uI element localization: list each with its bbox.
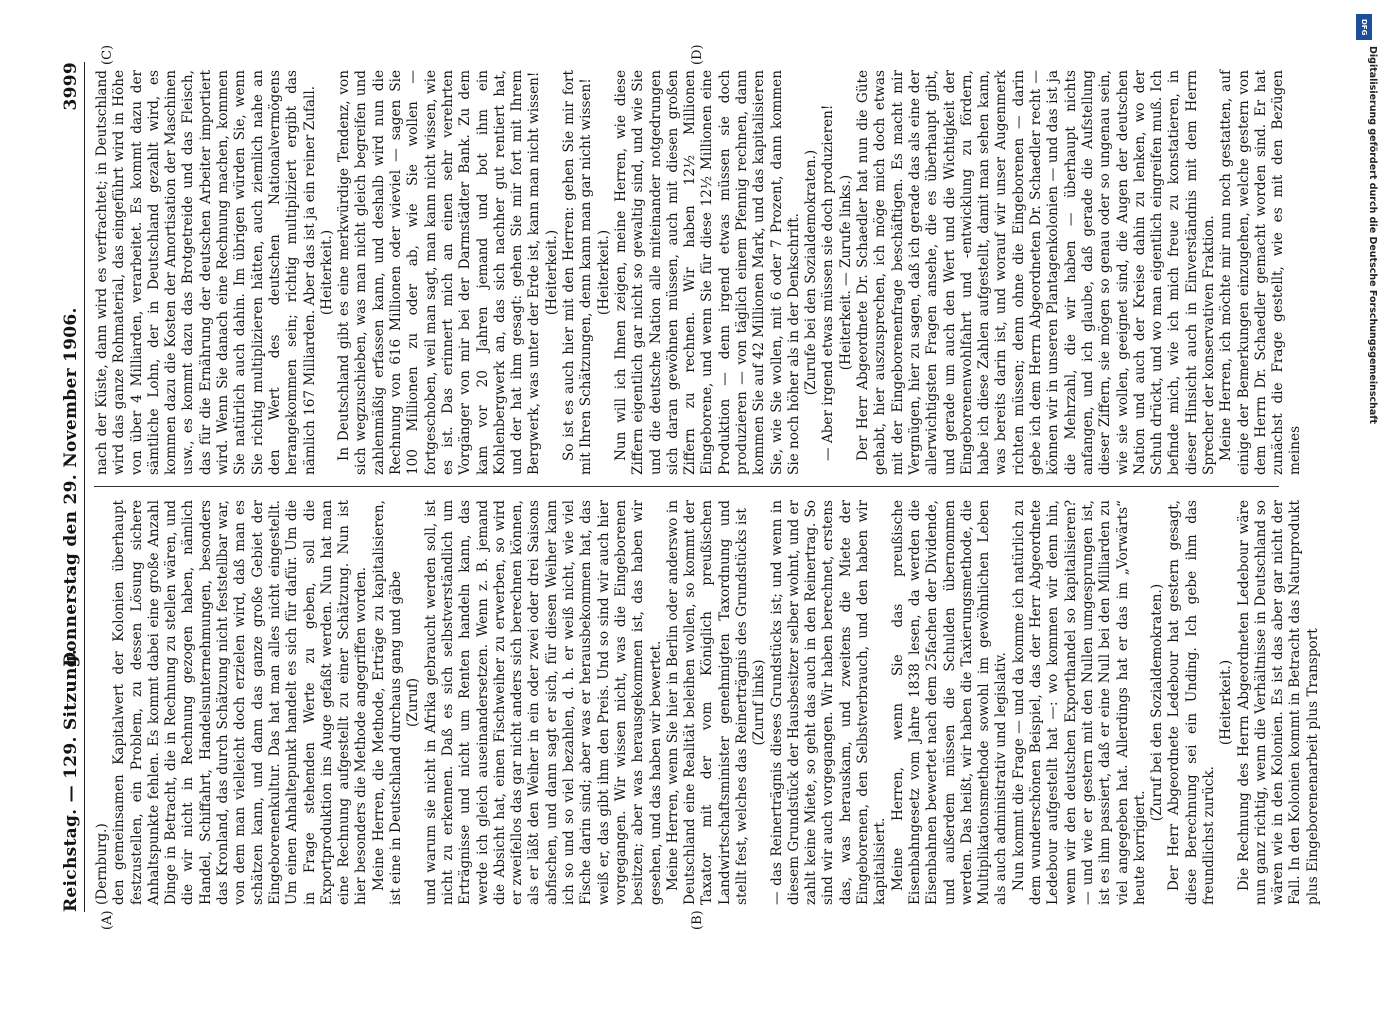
paragraph: (Dernburg.) <box>94 823 110 905</box>
interjection: (Zuruf links) <box>751 659 768 746</box>
paragraph: — Aber irgend etwas müssen sie doch produzieren! <box>820 104 837 461</box>
paragraph: Der Herr Abgeordnete Ledebour hat gestern gesagt, diese Berechnung sei ein Unding. Ich gebe ihm das freundlichst zurück. <box>1166 500 1217 905</box>
paragraph: den gemeinsamen Kapitalwert der Kolonien überhaupt festzustellen, ein Problem, zu dessen Lösung sichere Anhaltspunkte fehlen. Es kommt dabei eine große Anzahl Dinge in Betracht, die in Rechnung zu stellen wären, und die wir nicht in Rechnung gezogen haben, nämlich Handel, Schiffahrt, Handelsunternehmungen, besonders das Kronland, das durch Schätzung nicht feststellbar war, von dem man vielleicht doch erzielen wird, daß man es schätzen kann, und dann das ganze große Gebiet der Eingeborenenkultur. Das hat man alles nicht eingestellt. Um einen Anhaltepunkt handelt es sich für dafür. Um die in Frage stehenden Werte zu geben, soll die Exportproduktion ins Auge gefaßt werden. Nun hat man eine Rechnung aufgestellt zu einer Schätzung. Nun ist hier besonders die Methode angegriffen worden. <box>111 500 370 905</box>
paragraph: Meine Herren, wenn Sie das preußische Eisenbahngesetz vom Jahre 1838 lesen, da werden die Eisenbahnen bewertet nach dem 25fachen der Dividende, und außerdem müssen die Schulden übernommen werden. Das heißt, wir haben die Taxierungsmethode, die Multiplikationsmethode sowohl im gewöhnlichen Leben als auch administrativ und legislativ. <box>889 500 1010 905</box>
header-rule <box>84 62 85 912</box>
paragraph: Die Rechnung des Herrn Abgeordneten Ledebour wäre nun ganz richtig, wenn die Verhältnisse in Deutschland so wären wie in den Kolonien. Es ist das aber gar nicht der Fall. In den Kolonien kommt in Betracht das Naturprodukt plus Eingeborenenarbeit plus Transport <box>1235 500 1321 905</box>
header-date: Donnerstag den 29. November 1906. <box>61 307 81 667</box>
column-divider <box>94 486 1279 487</box>
dfg-logo: DFG <box>1356 14 1372 40</box>
interjection: (Zurufe bei den Sozialdemokraten.) <box>803 149 820 396</box>
paragraph: Nun will ich Ihnen zeigen, meine Herren, wie diese Ziffern eigentlich gar nicht so gewaltig sind, und wie Sie und die deutsche Nation alle miteinander notgedrungen sich daran gewöhnen müssen, auch mit diesen großen Ziffern zu rechnen. Wir haben 12½ Millionen Eingeborene, und wenn Sie für diese 12½ Millionen eine Produktion — denn irgend etwas müssen sie doch produzieren — von täglich einem Pfennig rechnen, dann kommen Sie auf 42 Millionen Mark, und das kapitalisieren Sie, wie Sie wollen, mit 6 oder 7 Prozent, dann kommen Sie noch höher als in der Denkschrift. <box>612 70 802 475</box>
marker-d: (D) <box>690 44 705 65</box>
interjection: (Heiterkeit.) <box>543 229 560 316</box>
credit-text: Digitalisierung gefördert durch die Deutsche Forschungsgemeinschaft <box>1367 46 1378 424</box>
paragraph: Nun kommt die Frage — und da komme ich natürlich zu dem wunderschönen Beispiel, das der Herr Abgeordnete Ledebour aufgestellt hat —: wo kommen wir denn hin, wenn wir den deutschen Exporthandel so kapitalisieren? — und wie er gestern mit den Nullen umgesprungen ist, ist es ihm passiert, daß er eine Null bei den Milliarden zu viel angegeben hat. Allerdings hat er das im „Vorwärts“ heute korrigiert. <box>1010 500 1148 905</box>
interjection: (Zuruf) <box>405 677 422 728</box>
marker-b: (B) <box>690 910 705 930</box>
marker-c: (C) <box>100 44 115 65</box>
left-column <box>94 500 1321 905</box>
header-left: Reichstag. — 129. Sitzung. <box>61 648 81 912</box>
marker-a: (A) <box>100 910 115 930</box>
paragraph: Meine Herren, ich möchte mir nun noch gestatten, auf einige der Bemerkungen einzugehen, welche gestern von dem Herrn Dr. Schaedler gemacht worden sind. Er hat zunächst die Frage gestellt, wie es mit den Bezügen meines <box>1218 70 1304 475</box>
right-column <box>94 70 1304 475</box>
paragraph: nach der Küste, dann wird es verfrachtet; in Deutschland wird das ganze Rohmaterial, das eingeführt wird in Höhe von über 4 Milliarden, verarbeitet. Es kommt dazu der sämtliche Lohn, der in Deutschland gezahlt wird, es kommen dazu die Kosten der Amortisation der Maschinen usw., es kommt dazu das Brotgetreide und das Fleisch, das für die Ernährung der deutschen Arbeiter importiert wird. Wenn Sie danach eine Rechnung machen, kommen Sie natürlich auch dahin. Im übrigen würden Sie, wenn Sie richtig multiplizieren hätten, auch ziemlich nahe an den Wert des deutschen Nationalvermögens herangekommen sein; richtig multipliziert ergibt das nämlich 167 Milliarden. Aber das ist ja ein reiner Zufall. <box>94 70 318 475</box>
paragraph: So ist es auch hier mit den Herren: gehen Sie mir fort mit Ihren Schätzungen, denn kann man gar nicht wissen! <box>561 70 595 475</box>
paragraph: Meine Herren, wenn Sie hier in Berlin oder anderswo in Deutschland eine Realität beleihen wollen, so kommt der Taxator mit der vom Königlich preußischen Landwirtschaftsminister genehmigten Taxordnung und stellt fest, welches das Reinerträgnis des Grundstücks ist <box>664 500 750 905</box>
paragraph: In Deutschland gibt es eine merkwürdige Tendenz, von sich wegzuschieben, was man nicht gleich begreifen und zahlenmäßig erfassen kann, und deshalb wird nun die Rechnung von 616 Millionen oder wieviel — sagen Sie 100 Millionen zu oder ab, wie Sie wollen — fortgeschoben, weil man sagt, man kann nicht wissen, wie es ist. Das erinnert mich an einen sehr verehrten Vorgänger von mir bei der Darmstädter Bank. Zu dem kam vor 20 Jahren jemand und bot ihm ein Kohlenbergwerk an, das sich nachher gut rentiert hat, und der hat ihm gesagt: gehen Sie mir fort mit Ihrem Bergwerk, was unter der Erde ist, kann man nicht wissen! <box>336 70 543 475</box>
interjection: (Heiterkeit.) <box>1218 659 1235 746</box>
paragraph: und warum sie nicht in Afrika gebraucht werden soll, ist nicht zu erkennen. Daß es sich selbstverständlich um Erträgnisse und nicht um Renten handeln kann, das werde ich gleich auseinandersetzen. Wenn z. B. jemand die Absicht hat, einen Fischweiher zu erwerben, so wird er zweifellos das gar nicht anders sich berechnen können, als er läßt den Weiher in ein oder zwei oder drei Saisons abfischen, und dann sagt er sich, für diesen Weiher kann ich so und so viel bezahlen, d. h. er weiß nicht, wie viel Fische darin sind; aber was er herausbekommen hat, das weiß er, das gibt ihm den Preis. Und so sind wir auch hier vorgegangen. Wir wissen nicht, was die Eingeborenen besitzen; aber was herausgekommen ist, das haben wir gesehen, und das haben wir bewertet. <box>422 500 664 905</box>
interjection: (Heiterkeit. — Zurufe links.) <box>837 174 854 371</box>
paragraph: Der Herr Abgeordnete Dr. Schaedler hat nun die Güte gehabt, hier auszusprechen, ich möge mich doch etwas mit der Eingeborenenfrage beschäftigen. Es macht mir Vergnügen, hier zu sagen, daß ich gerade das als eine der allerwichtigsten Fragen ansehe, die es überhaupt gibt, und gerade um auch den Wert und die Wichtigkeit der Eingeborenenwohlfahrt und -entwicklung zu fördern, habe ich diese Zahlen aufgestellt, damit man sehen kann, was bereits darin ist, und worauf wir unser Augenmerk richten müssen; denn ohne die Eingeborenen — darin gebe ich dem Herrn Abgeordneten Dr. Schaedler recht — können wir in unseren Plantagenkolonien — und das ist ja die Mehrzahl, die wir haben — überhaupt nichts anfangen, und ich glaube, daß gerade die Aufstellung dieser Ziffern, sie mögen so genau oder so ungenau sein, wie sie wollen, geeignet sind, die Augen der deutschen Nation und auch der Kreise dahin zu lenken, wo der Schuh drückt, und wo man eigentlich eingreifen muß. Ich befinde mich, wie ich mich freue zu konstatieren, in dieser Hinsicht auch in Einverständnis mit dem Herrn Sprecher der konservativen Fraktion. <box>855 70 1217 475</box>
page-number: 3999 <box>61 62 81 111</box>
interjection: (Heiterkeit.) <box>318 229 335 316</box>
interjection: (Zuruf bei den Sozialdemokraten.) <box>1149 583 1166 822</box>
paragraph: Meine Herren, die Methode, Erträge zu kapitalisieren, ist eine in Deutschland durchaus gang und gäbe <box>370 500 405 905</box>
page-header <box>55 62 81 912</box>
paragraph: — das Reinerträgnis dieses Grundstücks ist; und wenn in diesem Grundstück der Hausbesitzer selber wohnt, und er zahlt keine Miete, so geht das auch in den Reinertrag. So sind wir auch vorgegangen. Wir haben berechnet, erstens das, was herauskam, und zweitens die Miete der Eingeborenen, den Selbstverbrauch, und den haben wir kapitalisiert. <box>768 500 889 905</box>
interjection: (Heiterkeit.) <box>595 229 612 316</box>
credit-strip <box>1352 6 1382 996</box>
